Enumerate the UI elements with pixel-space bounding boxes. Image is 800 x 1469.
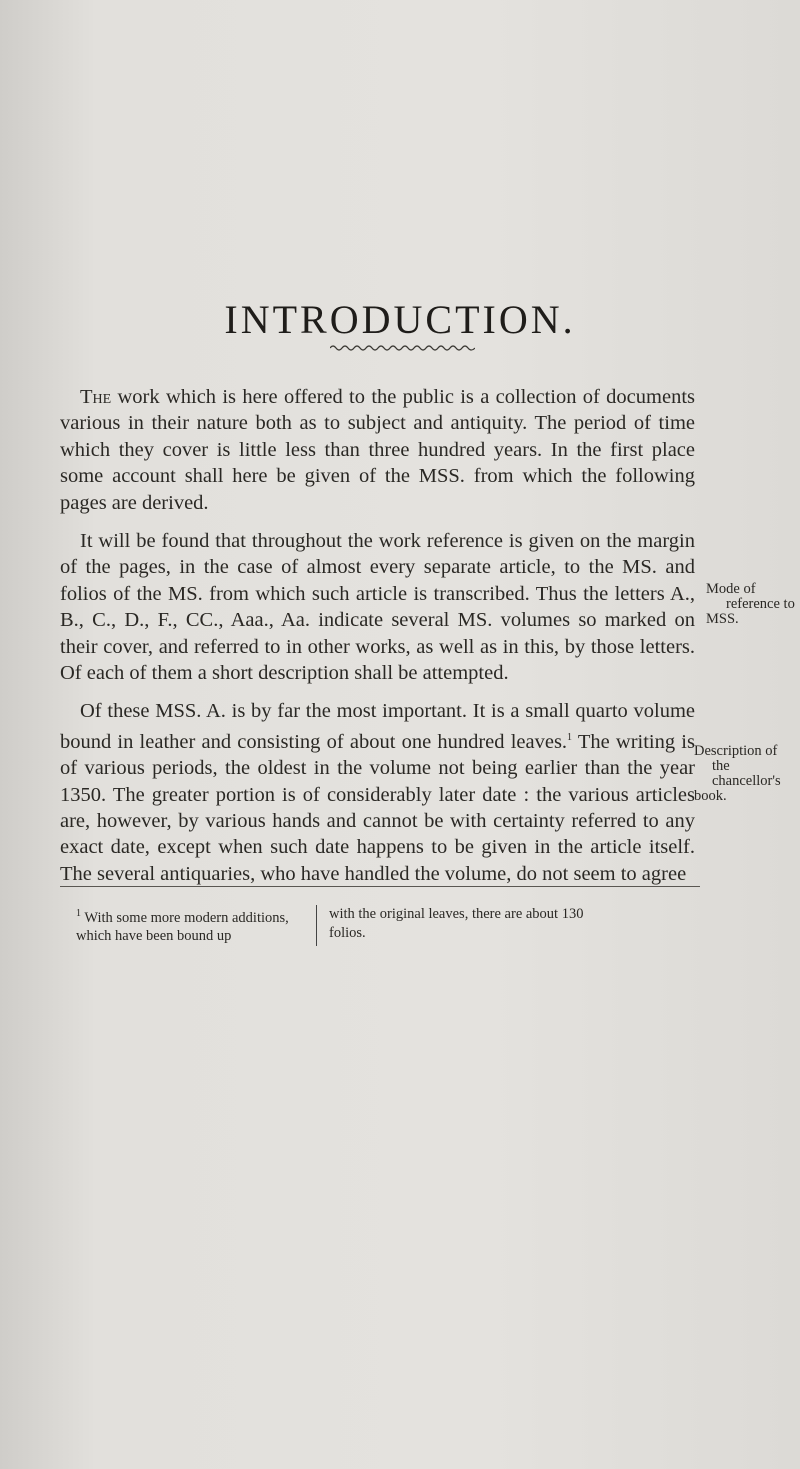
footnote-rule	[60, 886, 700, 887]
footnote-right-column: with the original leaves, there are about 130 folios.	[329, 906, 584, 941]
main-text	[60, 384, 695, 887]
footnote	[76, 905, 676, 946]
paragraph-lead: The	[80, 386, 112, 408]
side-note-description: Description of the chancellor's book.	[694, 743, 781, 804]
side-note-mode-of-reference: Mode of reference to MSS.	[706, 581, 795, 627]
paragraph-1: The work which is here offered to the public is a collection of documents various in their nature both as to subject and antiquity. The period of time which they cover is little less than three hundred years. In the first place some account shall here be given of the MSS. from which the following pages are derived.	[60, 386, 695, 514]
paragraph-2: It will be found that throughout the work reference is given on the margin of the pages, in the case of almost every separate article, to the MS. and folios of the MS. from which such article is transcribed. Thus the letters A., B., C., D., F., CC., Aaa., Aa. indicate several MS. volumes so marked on their cover, and referred to in other works, as well as in this, by those letters. Of each of them a short description shall be attempted.	[60, 530, 695, 685]
footnote-marker: 1	[567, 731, 573, 743]
ornament-rule	[330, 340, 475, 356]
paragraph-3: Of these MSS. A. is by far the most important. It is a small quarto volume bound in leather and consisting of about one hundred leaves.$^1$ The writing is of various periods, the oldest in the volume not being earlier than the year 1350. The greater portion is of considerably later date : the various articles are, however, by various hands and cannot be with certainty referred to any exact date, except when such date happens to be given in the article itself. The several antiquaries, who have handled the volume, do not seem to agree	[60, 700, 695, 885]
footnote-left-column: $^1$ With some more modern additions, which have been bound up	[76, 905, 317, 946]
page-title: INTRODUCTION.	[224, 297, 576, 342]
